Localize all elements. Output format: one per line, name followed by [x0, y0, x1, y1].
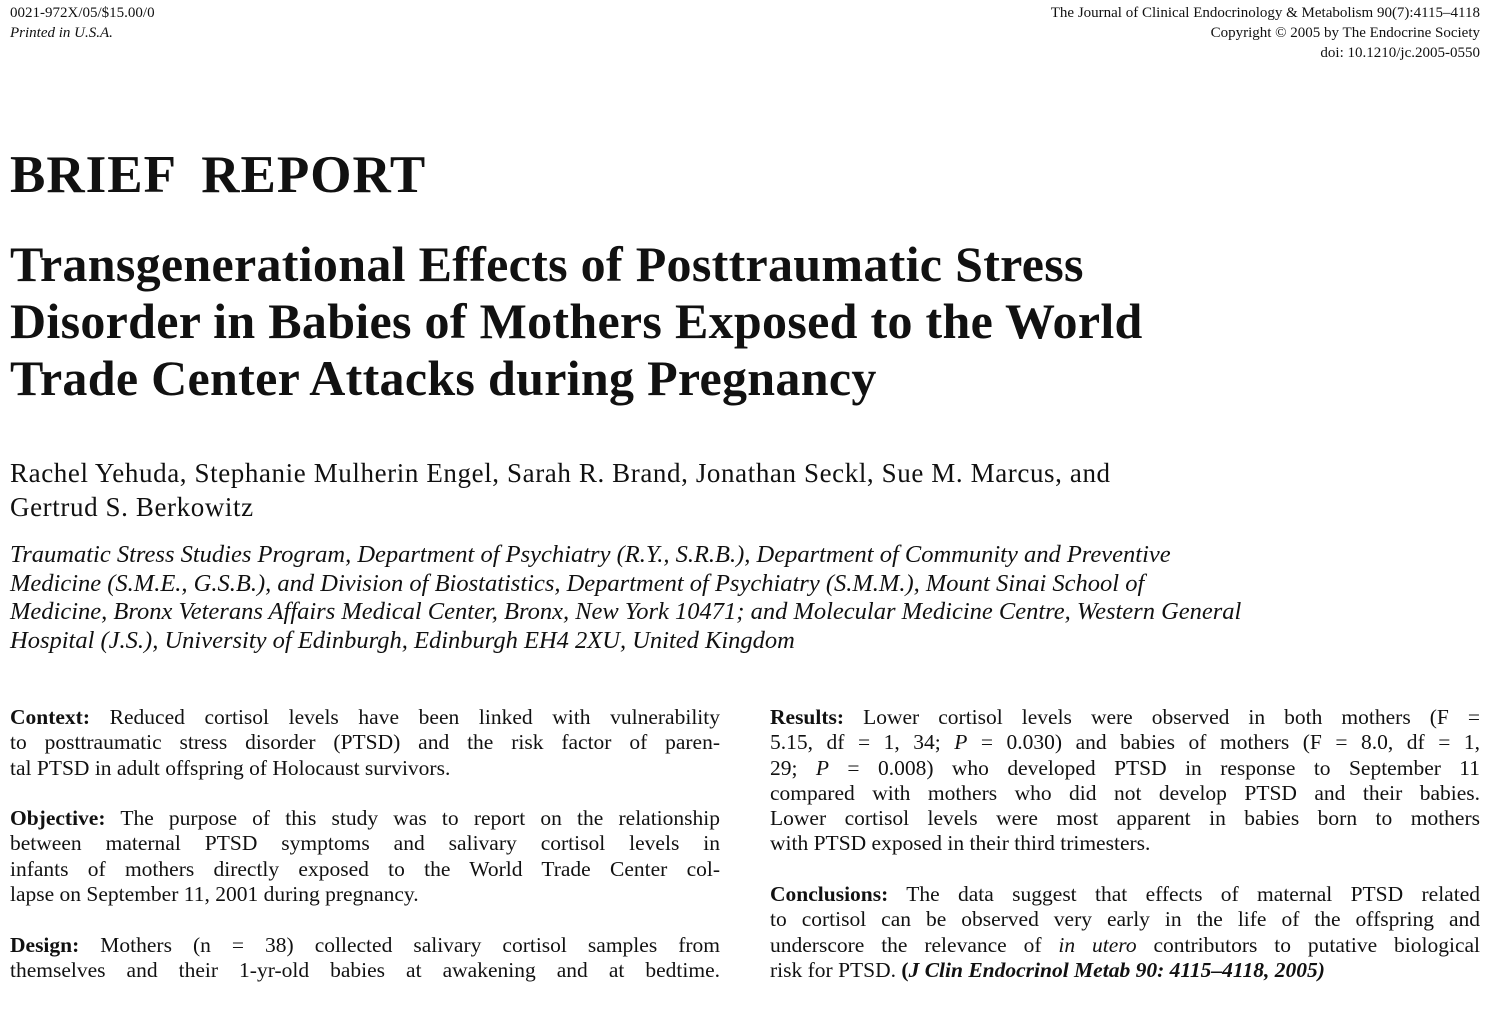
conclusions-text: to cortisol can be observed very early in the life of the offspring and [770, 907, 1480, 932]
conclusions-text: contributors to putative biological [1136, 932, 1480, 957]
citation-journal: J Clin Endocrinol Metab [908, 957, 1131, 982]
objective-text: The purpose of this study was to report on the relationship [105, 806, 720, 831]
results-text: 5.15, df = 1, 34; [770, 730, 955, 755]
issn-code: 0021-972X/05/$15.00/0 [10, 5, 155, 21]
design-text: themselves and their 1-yr-old babies at awakening and at bedtime. [10, 957, 720, 982]
author-line: Gertrud S. Berkowitz [10, 492, 254, 522]
results-text: = 0.030) and babies of mothers (F = 8.0, df = 1, [967, 730, 1480, 755]
article-title [10, 236, 1490, 407]
objective-paragraph [10, 806, 720, 907]
p-value-symbol: P [954, 730, 968, 755]
context-label: Context: [10, 705, 91, 729]
results-text: = 0.008) who developed PTSD in response to September 11 [829, 755, 1480, 780]
doi-line: doi: 10.1210/jc.2005-0550 [1320, 45, 1480, 61]
title-line: Disorder in Babies of Mothers Exposed to the World [10, 293, 1143, 349]
in-utero-term: in utero [1058, 932, 1137, 957]
conclusions-text: The data suggest that effects of maternal PTSD related [888, 882, 1480, 907]
printed-in: Printed in U.S.A. [10, 25, 113, 41]
conclusions-paragraph [770, 882, 1480, 983]
design-label: Design: [10, 932, 80, 957]
context-text: to posttraumatic stress disorder (PTSD) and the risk factor of paren- [10, 730, 720, 755]
conclusions-label: Conclusions: [770, 882, 889, 907]
results-label: Results: [770, 705, 845, 729]
context-text: Reduced cortisol levels have been linked with vulnerability [90, 705, 720, 729]
results-text: Lower cortisol levels were observed in both mothers (F = [844, 705, 1480, 729]
objective-label: Objective: [10, 806, 106, 831]
header-left [10, 3, 155, 43]
abstract-left-column [10, 705, 720, 1009]
affiliation-line: Hospital (J.S.), University of Edinburgh, Edinburgh EH4 2XU, United Kingdom [10, 626, 795, 654]
affiliations [10, 541, 1490, 655]
objective-text: lapse on September 11, 2001 during pregnancy. [10, 882, 419, 907]
citation-paren: ( [901, 957, 909, 982]
p-value-symbol: P [815, 755, 830, 780]
title-line: Transgenerational Effects of Posttraumatic Stress [10, 236, 1084, 292]
results-text: Lower cortisol levels were most apparent in babies born to mothers [770, 806, 1480, 831]
author-list [10, 456, 1480, 524]
results-text: compared with mothers who did not develop PTSD and their babies. [770, 780, 1480, 805]
affiliation-line: Traumatic Stress Studies Program, Department of Psychiatry (R.Y., S.R.B.), Department of Community and Preventive [10, 541, 1171, 568]
title-line: Trade Center Attacks during Pregnancy [10, 350, 877, 406]
results-paragraph [770, 705, 1480, 857]
results-text: with PTSD exposed in their third trimesters. [770, 831, 1151, 856]
copyright-line: Copyright © 2005 by The Endocrine Society [1210, 25, 1480, 41]
conclusions-text: risk for PTSD. [770, 957, 902, 982]
design-paragraph [10, 933, 720, 984]
affiliation-line: Medicine (S.M.E., G.S.B.), and Division of Biostatistics, Department of Psychiatry (S.M.M.), Mount Sinai School of [10, 569, 1145, 597]
citation-details: 90: 4115–4118, 2005) [1130, 957, 1325, 982]
context-text: tal PTSD in adult offspring of Holocaust survivors. [10, 755, 451, 780]
context-paragraph [10, 705, 720, 781]
objective-text: infants of mothers directly exposed to the World Trade Center col- [10, 856, 720, 881]
section-label: BRIEF REPORT [10, 146, 427, 204]
objective-text: between maternal PTSD symptoms and salivary cortisol levels in [10, 831, 720, 856]
affiliation-line: Medicine, Bronx Veterans Affairs Medical Center, Bronx, New York 10471; and Molecular Medicine Centre, Western General [10, 598, 1242, 625]
results-text: 29; [770, 755, 816, 780]
header-right [1051, 3, 1480, 63]
conclusions-text: underscore the relevance of [770, 932, 1059, 957]
design-text: Mothers (n = 38) collected salivary cortisol samples from [79, 932, 720, 957]
author-line: Rachel Yehuda, Stephanie Mulherin Engel, Sarah R. Brand, Jonathan Seckl, Sue M. Marcus, and [10, 458, 1111, 488]
abstract-right-column [770, 705, 1480, 1009]
journal-citation: The Journal of Clinical Endocrinology & Metabolism 90(7):4115–4118 [1050, 5, 1480, 21]
